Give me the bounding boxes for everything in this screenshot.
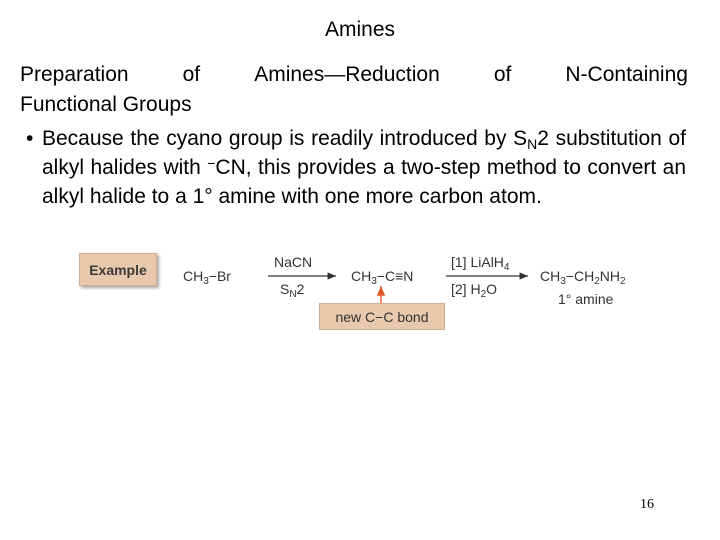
new-bond-label: new C−C bond: [319, 303, 445, 330]
bullet-text-part: CN, this provides a two-step method to convert an alkyl halide to a 1° amine with one more carbon atom.: [42, 156, 686, 208]
bullet-text-part: Because the cyano group is readily introduced by S: [42, 127, 528, 150]
intermediate-formula: $CH_3-C\equiv N$: [351, 268, 414, 287]
bullet-text-part: 2 substitution of alkyl halides with: [42, 127, 687, 179]
reagent-1-bottom: $S_N2$: [280, 281, 305, 300]
heading-line-2: Functional Groups: [20, 93, 192, 116]
reagent-1-top: NaCN: [274, 254, 313, 270]
heading-word: Amines—Reduction: [254, 63, 440, 86]
heading-word: of: [182, 63, 201, 86]
heading-word: N-Containing: [565, 63, 688, 86]
subscript-n: N: [527, 136, 538, 152]
heading-word: of: [493, 63, 512, 86]
product-formula: $CH_3-CH_2NH_2$: [540, 268, 626, 287]
example-label: Example: [79, 253, 157, 286]
reagent-2-bottom: [2] $H_2O$: [451, 281, 498, 300]
product-label: 1° amine: [558, 291, 614, 307]
superscript-minus: −: [207, 155, 216, 171]
reagent-2-top: [1] LiAlH$_4$: [451, 254, 510, 273]
heading-word: Preparation: [20, 63, 129, 86]
bullet-dot-icon: •: [26, 127, 34, 150]
page-number: 16: [640, 497, 654, 512]
slide-title: Amines: [324, 18, 396, 41]
reactant-formula: $CH_3-Br$: [183, 268, 231, 287]
